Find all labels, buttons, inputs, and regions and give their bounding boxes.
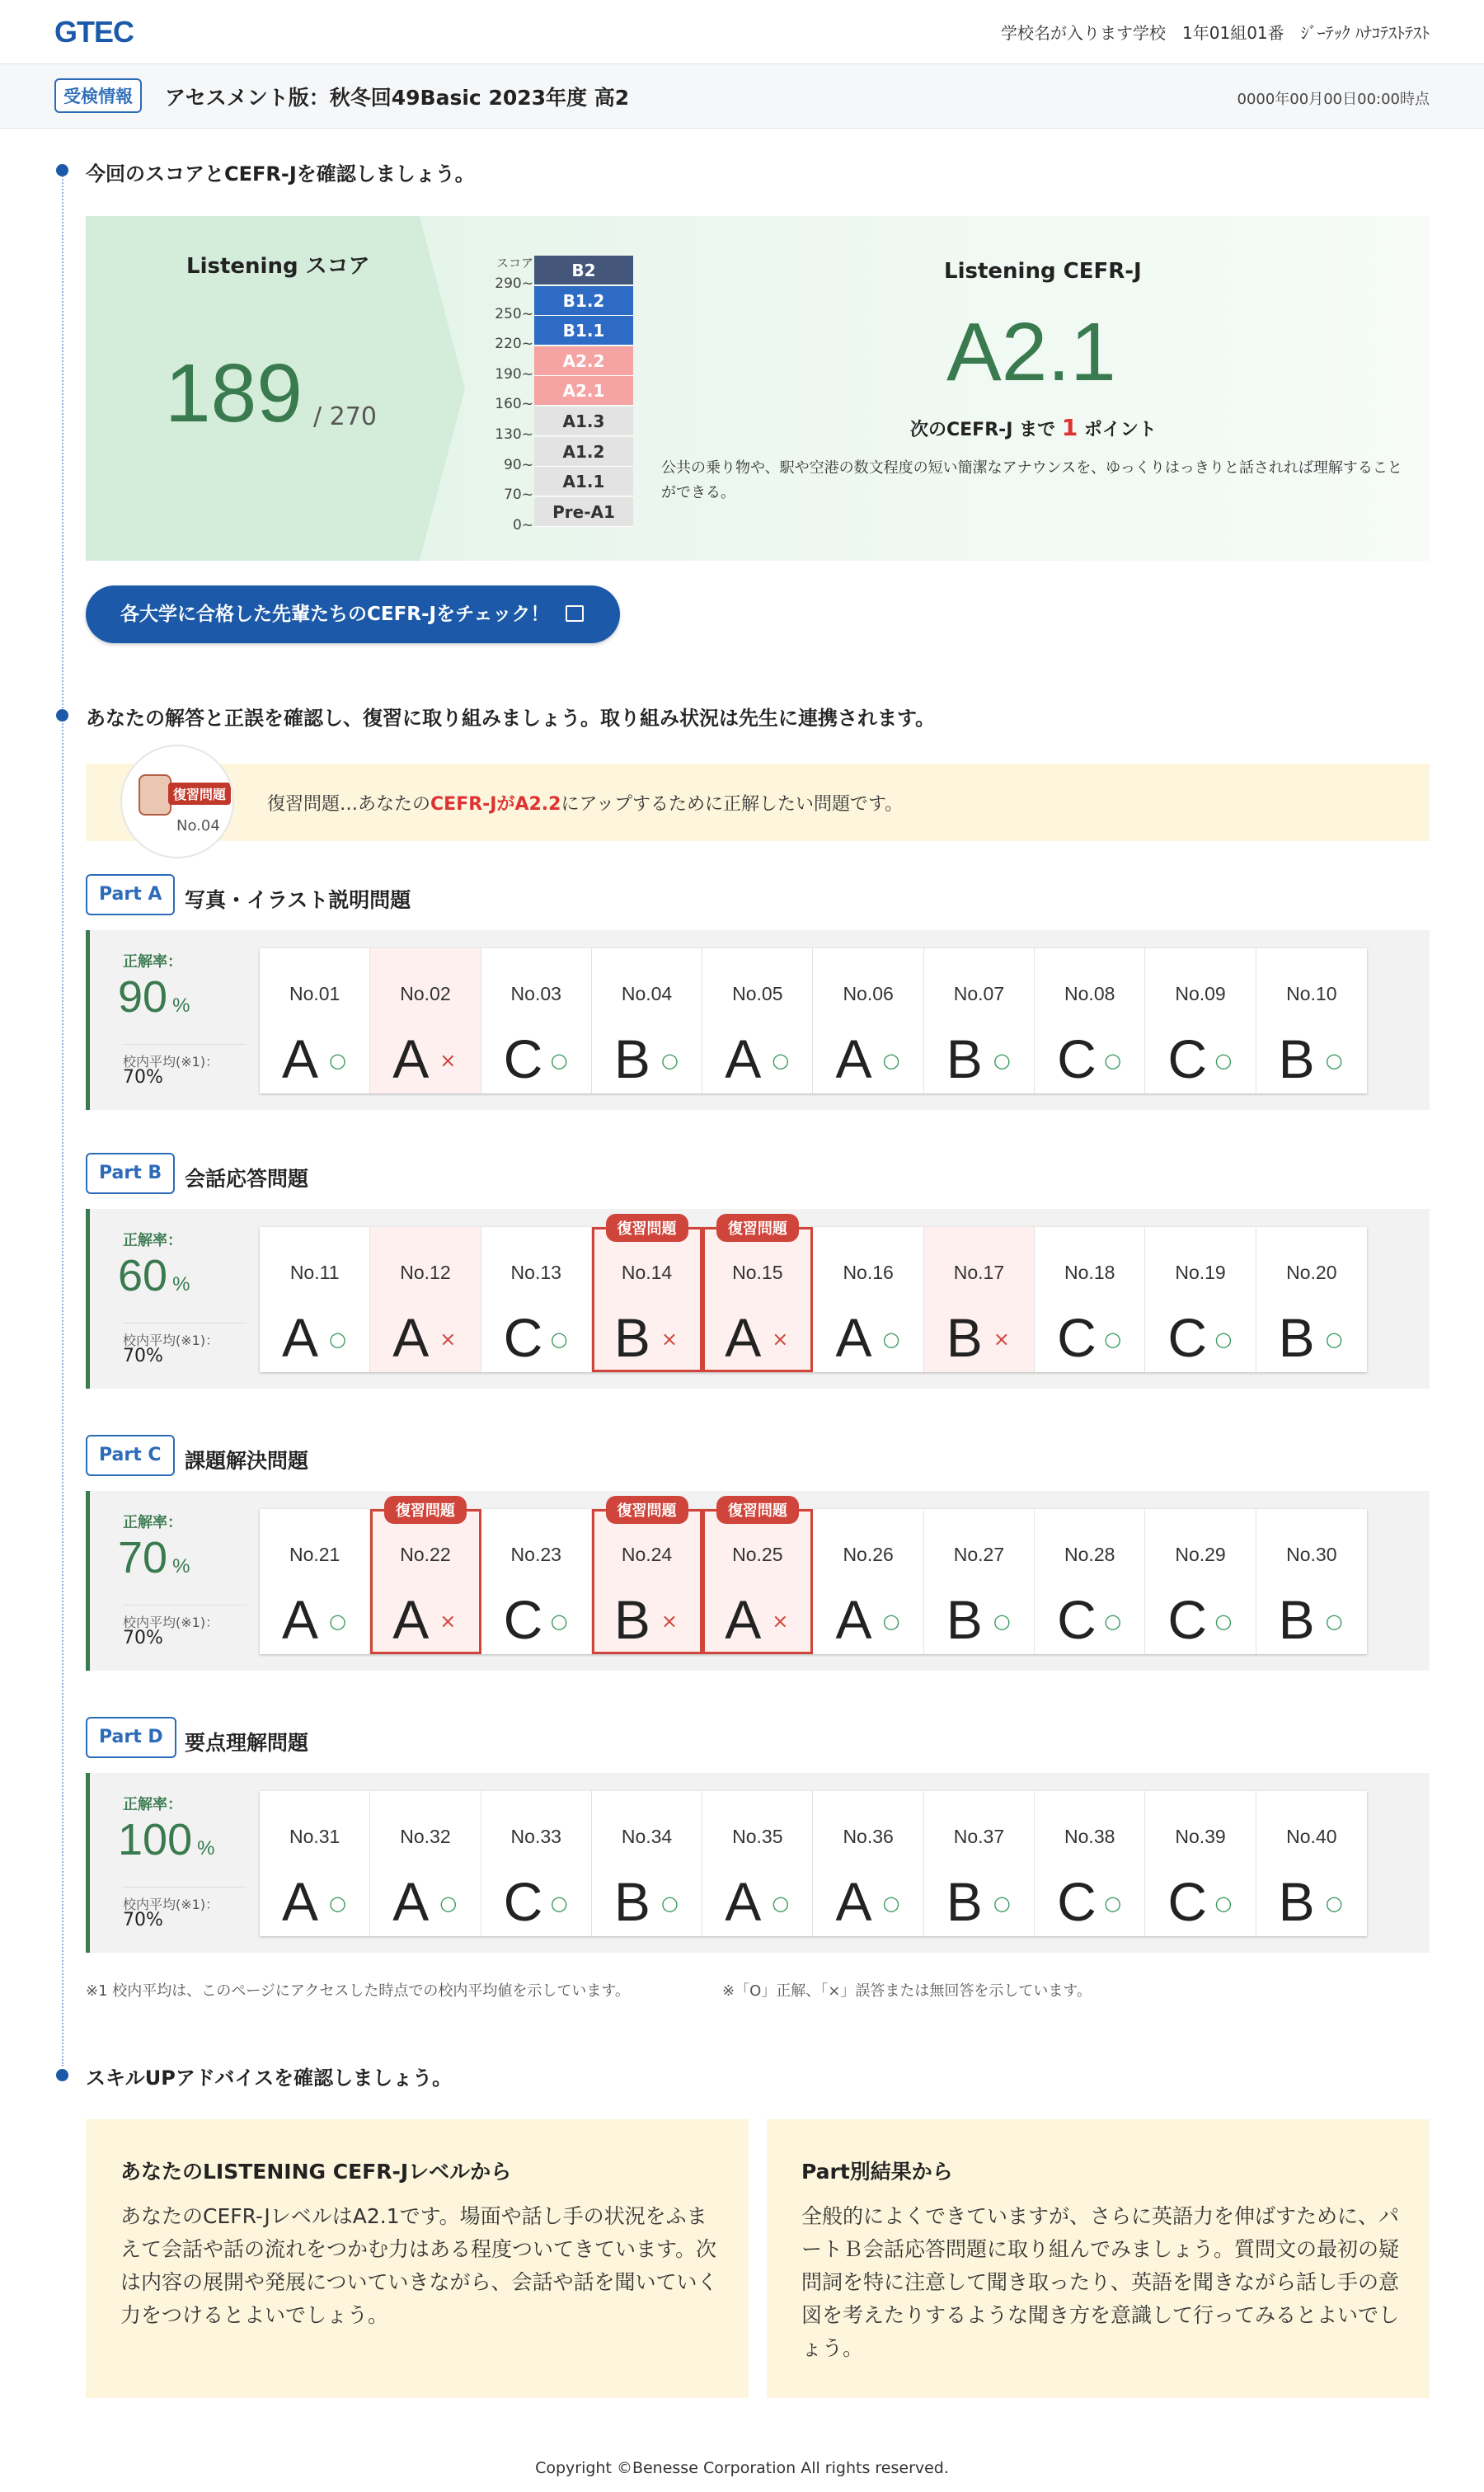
correct-mark: ○ — [772, 1892, 790, 1915]
question-number: No.30 — [1286, 1544, 1337, 1565]
scale-header: スコア — [495, 256, 533, 270]
accuracy-value — [118, 1250, 190, 1301]
question-number: No.26 — [843, 1544, 894, 1565]
question-number: No.02 — [400, 983, 451, 1004]
cefr-level-b1-2: B1.2 — [534, 286, 633, 316]
answer-cell — [1256, 948, 1367, 1093]
scale-score-tick: 290~ — [495, 275, 533, 292]
part-name: 要点理解問題 — [185, 1731, 309, 1755]
answer-grid — [260, 1220, 1367, 1372]
footnote-average: ※1 校内平均は、このページにアクセスした時点での校内平均値を示しています。 — [86, 1982, 630, 2000]
answer-grid — [260, 1502, 1367, 1654]
answer-cell — [1256, 1227, 1367, 1372]
note-emphasis: CEFR-JがA2.2 — [430, 794, 561, 815]
timestamp: 0000年00月00日00:00時点 — [1237, 91, 1430, 108]
school-average-label: 校内平均(※1)： — [123, 1044, 247, 1070]
timeline-dot — [56, 709, 68, 722]
answer-cell — [260, 1227, 370, 1372]
answer-letter: A — [392, 1589, 430, 1650]
correct-mark: ○ — [993, 1892, 1011, 1915]
answer-letter: C — [1057, 1028, 1097, 1089]
question-number: No.25 — [732, 1544, 783, 1565]
part-tag: Part A — [86, 874, 175, 915]
cefr-description: 公共の乗り物や、駅や空港の数文程度の短い簡潔なアナウンスを、ゆっくりはっきりと話されれば理解することができる。 — [661, 459, 1402, 501]
cefr-level-a2-1: A2.1 — [534, 376, 633, 406]
question-number: No.39 — [1175, 1826, 1226, 1847]
timeline-line — [62, 170, 63, 2066]
percent-sign: % — [172, 994, 190, 1017]
answer-letter: C — [1057, 1307, 1097, 1368]
cefr-value: A2.1 — [946, 306, 1116, 398]
correct-mark: ○ — [1214, 1049, 1233, 1072]
question-number: No.20 — [1286, 1262, 1337, 1283]
part-tag: Part D — [86, 1717, 176, 1758]
answer-cell — [481, 1227, 592, 1372]
question-number: No.29 — [1175, 1544, 1226, 1565]
school-average-label: 校内平均(※1)： — [123, 1887, 247, 1913]
answer-letter: B — [946, 1589, 983, 1650]
advice-card-level — [86, 2119, 749, 2398]
scale-score-tick: 90~ — [504, 456, 533, 473]
incorrect-mark: × — [439, 1610, 457, 1633]
question-number: No.10 — [1286, 983, 1337, 1004]
correct-mark: ○ — [1325, 1610, 1343, 1633]
accuracy-number: 70 — [118, 1533, 168, 1582]
answer-cell — [1035, 948, 1145, 1093]
top-header — [0, 0, 1484, 64]
correct-mark: ○ — [993, 1049, 1011, 1072]
answer-letter: B — [613, 1589, 650, 1650]
answer-cell — [1145, 948, 1256, 1093]
answer-letter: B — [613, 1028, 650, 1089]
accuracy-number: 90 — [118, 972, 168, 1022]
question-number: No.22 — [400, 1544, 451, 1565]
answer-cell — [481, 1791, 592, 1936]
answer-letter: C — [503, 1307, 543, 1368]
answer-letter: A — [835, 1589, 872, 1650]
review-tag: 復習問題 — [384, 1496, 467, 1524]
correct-mark: ○ — [439, 1892, 458, 1915]
answer-cell[interactable] — [702, 1220, 813, 1372]
correct-mark: ○ — [329, 1610, 346, 1633]
cefr-level-a1-2: A1.2 — [534, 437, 633, 467]
scale-score-tick: 220~ — [495, 336, 533, 353]
percent-sign: % — [172, 1555, 190, 1577]
answer-cell — [481, 1509, 592, 1654]
question-number: No.17 — [953, 1262, 1005, 1283]
question-number: No.14 — [621, 1262, 673, 1283]
cefr-level-a1-3: A1.3 — [534, 407, 633, 436]
timeline-dot — [56, 2069, 68, 2081]
answer-cell — [1145, 1509, 1256, 1654]
answer-grid — [260, 1791, 1367, 1936]
correct-mark: ○ — [882, 1328, 900, 1351]
answer-cell[interactable] — [370, 1502, 481, 1654]
answer-cell — [370, 1791, 481, 1936]
question-number: No.31 — [289, 1826, 340, 1847]
scale-score-tick: 130~ — [495, 426, 533, 443]
question-number: No.35 — [732, 1826, 783, 1847]
answer-cell — [592, 1791, 702, 1936]
incorrect-mark: × — [772, 1328, 789, 1351]
incorrect-mark: × — [772, 1610, 789, 1633]
answer-cell — [924, 1227, 1035, 1372]
part-name: 課題解決問題 — [185, 1449, 309, 1473]
accuracy-label: 正解率： — [123, 1796, 182, 1813]
answer-cell[interactable] — [592, 1502, 702, 1654]
correct-mark: ○ — [550, 1610, 568, 1633]
answer-letter: B — [946, 1307, 983, 1368]
review-tag: 復習問題 — [606, 1214, 688, 1242]
answer-letter: A — [282, 1589, 319, 1650]
scale-score-tick: 70~ — [504, 487, 533, 504]
school-average-value: 70% — [123, 1910, 163, 1930]
score-label: Listening スコア — [186, 254, 370, 279]
answer-cell — [924, 1509, 1035, 1654]
answer-cell — [1145, 1227, 1256, 1372]
question-no-sample: No.04 — [176, 817, 220, 835]
answer-cell — [1035, 1791, 1145, 1936]
correct-mark: ○ — [550, 1892, 568, 1915]
answer-letter: C — [1167, 1307, 1208, 1368]
question-number: No.37 — [953, 1826, 1005, 1847]
question-number: No.08 — [1064, 983, 1115, 1004]
answer-letter: C — [1167, 1028, 1208, 1089]
answer-cell — [481, 948, 592, 1093]
question-number: No.23 — [510, 1544, 561, 1565]
question-number: No.01 — [289, 983, 340, 1004]
answer-cell — [1035, 1509, 1145, 1654]
answer-letter: A — [835, 1871, 872, 1932]
correct-mark: ○ — [550, 1328, 568, 1351]
part-tag: Part B — [86, 1153, 175, 1194]
review-illustration-icon — [120, 745, 234, 858]
school-average-value: 70% — [123, 1346, 163, 1366]
answer-letter: C — [503, 1589, 543, 1650]
correct-mark: ○ — [1104, 1610, 1122, 1633]
answer-cell — [260, 1509, 370, 1654]
answer-letter: A — [835, 1028, 872, 1089]
part-name: 会話応答問題 — [185, 1167, 309, 1191]
question-number: No.27 — [953, 1544, 1005, 1565]
answer-cell — [1256, 1509, 1367, 1654]
answer-cell[interactable] — [592, 1220, 702, 1372]
answer-letter: B — [946, 1871, 983, 1932]
answer-letter: C — [1167, 1871, 1208, 1932]
answer-letter: B — [1278, 1307, 1315, 1368]
answer-letter: C — [1167, 1589, 1208, 1650]
note-suffix: にアップするために正解したい問題です。 — [561, 794, 904, 815]
advice-card-title: あなたのLISTENING CEFR-Jレベルから — [120, 2160, 512, 2184]
question-number: No.13 — [510, 1262, 561, 1283]
question-number: No.16 — [843, 1262, 894, 1283]
accuracy-label: 正解率： — [123, 1514, 182, 1531]
question-number: No.05 — [732, 983, 783, 1004]
question-number: No.19 — [1175, 1262, 1226, 1283]
next-level-points: 1 — [1061, 414, 1078, 441]
incorrect-mark: × — [660, 1328, 678, 1351]
incorrect-mark: × — [993, 1328, 1010, 1351]
incorrect-mark: × — [439, 1328, 457, 1351]
correct-mark: ○ — [660, 1892, 679, 1915]
question-number: No.07 — [953, 983, 1005, 1004]
answer-letter: C — [1057, 1871, 1097, 1932]
answer-letter: A — [725, 1589, 762, 1650]
answers-section-heading: あなたの解答と正誤を確認し、復習に取り組みましょう。取り組み状況は先生に連携されます。 — [86, 707, 936, 730]
answer-cell — [370, 948, 481, 1093]
answer-cell — [260, 948, 370, 1093]
answer-cell — [813, 1227, 923, 1372]
question-number: No.06 — [843, 983, 894, 1004]
school-average-label: 校内平均(※1)： — [123, 1605, 247, 1631]
cefr-level-a2-2: A2.2 — [534, 346, 633, 376]
school-average-value: 70% — [123, 1067, 163, 1088]
answer-letter: A — [392, 1307, 430, 1368]
answer-letter: C — [1057, 1589, 1097, 1650]
answer-cell — [702, 948, 813, 1093]
cefr-level-pre-a1: Pre-A1 — [534, 497, 633, 527]
part-results-band — [86, 1773, 1430, 1953]
answer-letter: A — [282, 1028, 319, 1089]
percent-sign: % — [197, 1837, 215, 1860]
note-prefix: 復習問題…あなたの — [267, 794, 431, 815]
cefr-level-b1-1: B1.1 — [534, 316, 633, 346]
review-tag: 復習問題 — [716, 1214, 799, 1242]
review-tag: 復習問題 — [716, 1496, 799, 1524]
answer-letter: B — [1278, 1871, 1315, 1932]
correct-mark: ○ — [1214, 1892, 1233, 1915]
cefr-level-a1-1: A1.1 — [534, 467, 633, 496]
question-number: No.12 — [400, 1262, 451, 1283]
answer-letter: B — [1278, 1589, 1315, 1650]
correct-mark: ○ — [1214, 1610, 1233, 1633]
review-note-text — [267, 790, 903, 816]
answer-letter: A — [282, 1871, 319, 1932]
question-number: No.34 — [621, 1826, 673, 1847]
open-window-icon — [566, 605, 584, 622]
scale-score-tick: 190~ — [495, 365, 533, 383]
user-info: 学校名が入ります学校 1年01組01番 ｼﾞｰﾃｯｸ ﾊﾅｺﾃｽﾄﾃｽﾄ — [1001, 23, 1430, 43]
answer-cell — [702, 1791, 813, 1936]
gtec-logo[interactable]: GTEC — [54, 15, 134, 49]
part-results-band — [86, 1491, 1430, 1671]
question-number: No.38 — [1064, 1826, 1115, 1847]
scale-score-tick: 0~ — [512, 516, 533, 534]
answer-letter: A — [392, 1028, 430, 1089]
accuracy-label: 正解率： — [123, 1232, 182, 1249]
footnote-marks: ※「O」正解、「×」誤答または無回答を示しています。 — [722, 1982, 1092, 2000]
answer-cell — [924, 948, 1035, 1093]
answer-letter: B — [613, 1871, 650, 1932]
advice-card-body: 全般的によくできていますが、さらに英語力を伸ばすために、パートＢ会話応答問題に取り組んでみましょう。質問文の最初の疑問詞を特に注意して聞き取ったり、英語を聞きながら話し手の意図を考えたりするような聞き方を意識して行ってみるとよいでしょう。 — [801, 2204, 1400, 2360]
correct-mark: ○ — [993, 1610, 1011, 1633]
hand-icon — [139, 774, 171, 816]
answer-letter: A — [835, 1307, 872, 1368]
score-section-heading: 今回のスコアとCEFR-Jを確認しましょう。 — [86, 162, 475, 186]
answer-cell — [1256, 1791, 1367, 1936]
answer-cell — [260, 1791, 370, 1936]
exam-title: アセスメント版：秋冬回49Basic 2023年度 高2 — [165, 86, 630, 110]
answer-letter: A — [725, 1307, 762, 1368]
exam-info-badge: 受検情報 — [54, 78, 142, 113]
question-number: No.04 — [621, 983, 673, 1004]
question-number: No.28 — [1064, 1544, 1115, 1565]
review-tag: 復習問題 — [606, 1496, 688, 1524]
answer-cell — [370, 1227, 481, 1372]
scale-score-tick: 250~ — [495, 305, 533, 322]
university-cefr-button-label: 各大学に合格した先輩たちのCEFR-Jをチェック！ — [120, 604, 550, 625]
question-number: No.32 — [400, 1826, 451, 1847]
school-average-label: 校内平均(※1)： — [123, 1323, 247, 1349]
accuracy-value — [118, 971, 190, 1023]
answer-letter: A — [392, 1871, 430, 1932]
part-results-band — [86, 930, 1430, 1110]
accuracy-value — [118, 1814, 214, 1865]
answer-cell — [813, 1791, 923, 1936]
question-number: No.36 — [843, 1826, 894, 1847]
correct-mark: ○ — [882, 1049, 900, 1072]
correct-mark: ○ — [660, 1049, 679, 1072]
question-number: No.18 — [1064, 1262, 1115, 1283]
percent-sign: % — [172, 1273, 190, 1295]
question-number: No.40 — [1286, 1826, 1337, 1847]
school-average-value: 70% — [123, 1628, 163, 1648]
copyright: Copyright ©Benesse Corporation All rights reserved. — [535, 2459, 949, 2477]
part-results-band — [86, 1209, 1430, 1389]
correct-mark: ○ — [1214, 1328, 1233, 1351]
advice-section-heading: スキルUPアドバイスを確認しましょう。 — [86, 2066, 453, 2090]
correct-mark: ○ — [329, 1328, 346, 1351]
next-level-prefix: 次のCEFR-J まで — [910, 420, 1062, 440]
answer-grid — [260, 948, 1367, 1093]
correct-mark: ○ — [1325, 1892, 1343, 1915]
advice-card-title: Part別結果から — [801, 2160, 953, 2184]
answer-cell — [924, 1791, 1035, 1936]
accuracy-value — [118, 1532, 190, 1583]
correct-mark: ○ — [1325, 1049, 1343, 1072]
correct-mark: ○ — [329, 1049, 346, 1072]
answer-cell — [592, 948, 702, 1093]
incorrect-mark: × — [660, 1610, 678, 1633]
answer-letter: A — [282, 1307, 319, 1368]
answer-cell — [813, 1509, 923, 1654]
advice-card-body: あなたのCEFR-JレベルはA2.1です。場面や話し手の状況をふまえて会話や話の流れをつかむ力はある程度ついてきています。次は内容の展開や発展についていきながら、会話や話を聞いていく力をつけるとよいでしょう。 — [120, 2204, 718, 2327]
answer-letter: B — [1278, 1028, 1315, 1089]
question-number: No.09 — [1175, 983, 1226, 1004]
score-value: 189 — [165, 347, 303, 440]
correct-mark: ○ — [772, 1049, 790, 1072]
question-number: No.21 — [289, 1544, 340, 1565]
answer-letter: A — [725, 1028, 762, 1089]
question-number: No.24 — [621, 1544, 673, 1565]
cefr-label: Listening CEFR-J — [944, 259, 1142, 284]
question-number: No.03 — [510, 983, 561, 1004]
correct-mark: ○ — [1104, 1892, 1122, 1915]
accuracy-number: 60 — [118, 1251, 168, 1300]
review-tag-sample: 復習問題 — [168, 783, 231, 805]
answer-letter: A — [725, 1871, 762, 1932]
incorrect-mark: × — [439, 1049, 457, 1072]
advice-card-parts — [767, 2119, 1430, 2398]
answer-letter: B — [613, 1307, 650, 1368]
cefr-level-b2: B2 — [534, 256, 633, 285]
university-cefr-button[interactable] — [86, 585, 620, 643]
correct-mark: ○ — [1325, 1328, 1343, 1351]
correct-mark: ○ — [1104, 1049, 1122, 1072]
correct-mark: ○ — [550, 1049, 568, 1072]
answer-letter: B — [946, 1028, 983, 1089]
answer-cell — [813, 948, 923, 1093]
answer-cell — [1035, 1227, 1145, 1372]
answer-cell — [1145, 1791, 1256, 1936]
question-number: No.15 — [732, 1262, 783, 1283]
scale-score-tick: 160~ — [495, 396, 533, 413]
correct-mark: ○ — [882, 1892, 900, 1915]
accuracy-label: 正解率： — [123, 953, 182, 971]
answer-letter: C — [503, 1871, 543, 1932]
correct-mark: ○ — [1104, 1328, 1122, 1351]
correct-mark: ○ — [882, 1610, 900, 1633]
question-number: No.11 — [289, 1262, 340, 1283]
timeline-dot — [56, 164, 68, 176]
question-number: No.33 — [510, 1826, 561, 1847]
next-level-text — [910, 414, 1157, 441]
answer-letter: C — [503, 1028, 543, 1089]
score-max: / 270 — [313, 402, 377, 431]
part-tag: Part C — [86, 1435, 175, 1476]
accuracy-number: 100 — [118, 1815, 193, 1864]
correct-mark: ○ — [329, 1892, 346, 1915]
part-name: 写真・イラスト説明問題 — [185, 888, 411, 912]
answer-cell[interactable] — [702, 1502, 813, 1654]
next-level-suffix: ポイント — [1078, 420, 1157, 440]
